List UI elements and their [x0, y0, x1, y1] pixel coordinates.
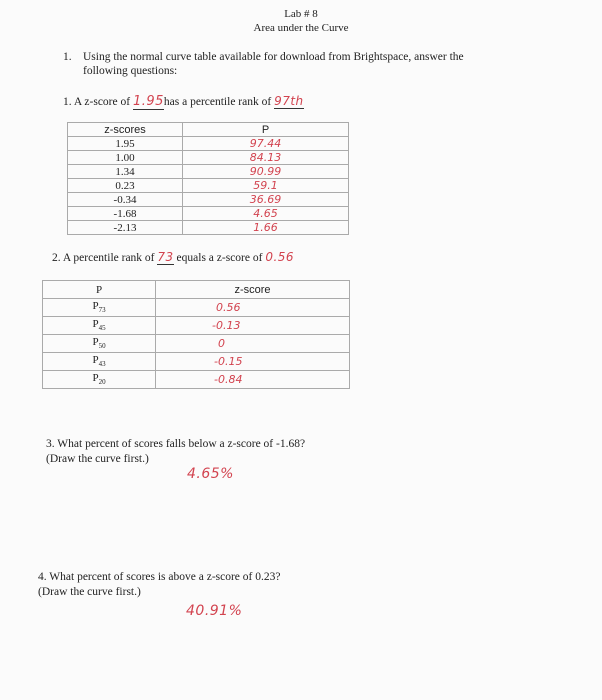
intro-line-2: following questions: [83, 65, 178, 77]
col-header-p: P [183, 123, 349, 137]
p-cell: $P_{20}$ [43, 371, 156, 389]
p-cell-handwritten: 84.13 [183, 151, 349, 165]
q1-answer-rank: 97th [274, 94, 304, 108]
z-cell-handwritten: -0.13 [156, 317, 350, 335]
p-cell-handwritten: 1.66 [183, 221, 349, 235]
p-cell-handwritten: 4.65 [183, 207, 349, 221]
table-row [68, 207, 349, 221]
p-cell-handwritten: 59.1 [183, 179, 349, 193]
z-cell-handwritten: 0 [156, 335, 350, 353]
q2-middle: equals a z-score of [176, 252, 263, 264]
question-2 [52, 250, 294, 265]
q4-answer-handwritten: 40.91% [186, 603, 243, 619]
col-header-p: P [43, 281, 156, 299]
p-cell-handwritten: 90.99 [183, 165, 349, 179]
table-row [43, 299, 350, 317]
z-cell-handwritten: 0.56 [156, 299, 350, 317]
q1-prefix: 1. A z-score of [63, 96, 131, 108]
table-row [68, 221, 349, 235]
table-z-to-percentile [67, 122, 349, 235]
z-cell: 0.23 [68, 179, 183, 193]
q2-answer-z: 0.56 [265, 250, 295, 264]
z-cell-handwritten: -0.84 [156, 371, 350, 389]
col-header-z: z-score [156, 281, 350, 299]
table-row [43, 371, 350, 389]
p-cell: $P_{50}$ [43, 335, 156, 353]
p-cell-handwritten: 36.69 [183, 193, 349, 207]
z-cell: 1.95 [68, 137, 183, 151]
table-row [43, 335, 350, 353]
question-3-line-1: 3. What percent of scores falls below a z-score of -1.68? [46, 438, 306, 450]
q2-prefix: 2. A percentile rank of [52, 252, 155, 264]
q1-answer-z: 1.95 [132, 94, 164, 109]
lab-number: Lab # 8 [284, 8, 318, 20]
question-3-line-2: (Draw the curve first.) [46, 453, 149, 465]
p-cell: $P_{45}$ [43, 317, 156, 335]
z-cell: 1.00 [68, 151, 183, 165]
question-1 [63, 94, 304, 109]
table-header-row [68, 123, 349, 137]
z-cell-handwritten: -0.15 [156, 353, 350, 371]
table-row [68, 151, 349, 165]
page-title: Area under the Curve [253, 22, 349, 34]
table-percentile-to-z [42, 280, 350, 389]
col-header-z: z-scores [68, 123, 183, 137]
p-cell-handwritten: 97.44 [183, 137, 349, 151]
intro-line-1: Using the normal curve table available for download from Brightspace, answer the [83, 51, 464, 63]
table-row [68, 137, 349, 151]
z-cell: -0.34 [68, 193, 183, 207]
z-cell: -1.68 [68, 207, 183, 221]
q3-answer-handwritten: 4.65% [187, 466, 234, 482]
table-row [68, 193, 349, 207]
z-cell: -2.13 [68, 221, 183, 235]
p-cell: $P_{43}$ [43, 353, 156, 371]
q2-answer-rank: 73 [157, 250, 174, 264]
table-header-row [43, 281, 350, 299]
question-4-line-1: 4. What percent of scores is above a z-score of 0.23? [38, 571, 281, 583]
table-row [68, 165, 349, 179]
p-cell: $P_{73}$ [43, 299, 156, 317]
q1-middle: has a percentile rank of [163, 96, 272, 108]
question-4-line-2: (Draw the curve first.) [38, 586, 141, 598]
z-cell: 1.34 [68, 165, 183, 179]
table-row [43, 317, 350, 335]
intro-number: 1. [63, 51, 72, 63]
table-row [43, 353, 350, 371]
table-row [68, 179, 349, 193]
